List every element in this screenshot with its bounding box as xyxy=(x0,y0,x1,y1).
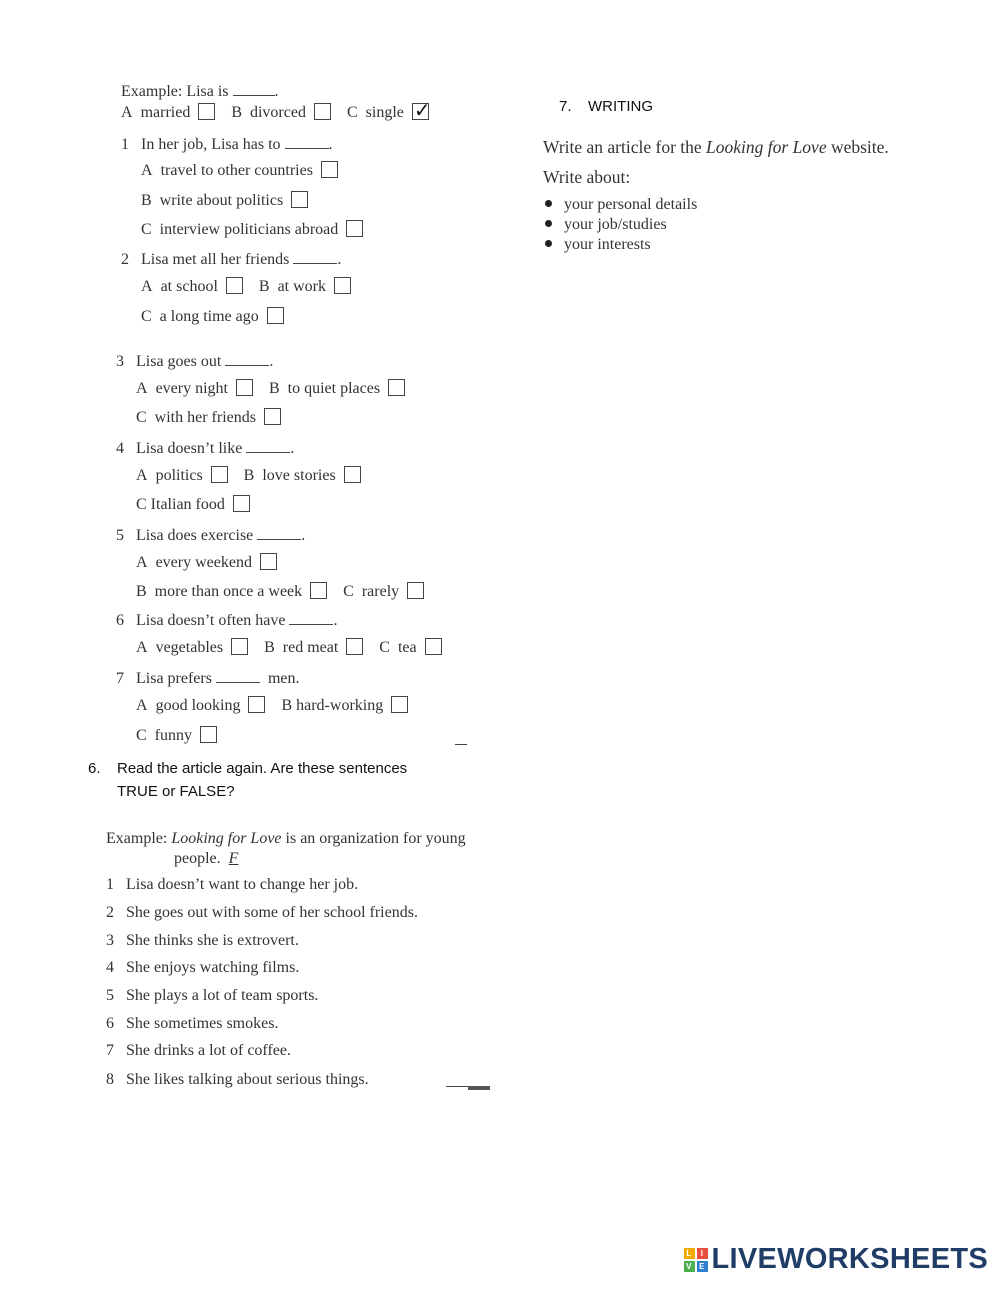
statement: 1 Lisa doesn’t want to change her job. xyxy=(106,876,359,893)
option-row: A every night B to quiet places xyxy=(136,380,421,398)
checkbox[interactable] xyxy=(334,277,351,294)
option-row: A every weekend xyxy=(136,554,293,572)
bullet-item: your interests xyxy=(545,236,651,254)
option-row: C interview politicians abroad xyxy=(141,221,379,239)
option-row: A at school B at work xyxy=(141,278,367,296)
checkbox-checked[interactable] xyxy=(412,103,429,120)
checkbox[interactable] xyxy=(314,103,331,120)
option-row: A travel to other countries xyxy=(141,162,354,180)
option-row: C with her friends xyxy=(136,409,297,427)
checkbox[interactable] xyxy=(200,726,217,743)
option-row: C a long time ago xyxy=(141,308,300,326)
option-row: C Italian food xyxy=(136,496,266,514)
section7-intro: Write an article for the Looking for Love website. xyxy=(543,137,889,157)
logo-grid-icon: L I V E xyxy=(684,1248,708,1272)
checkbox[interactable] xyxy=(231,638,248,655)
question-stem: 6 Lisa doesn’t often have . xyxy=(116,612,338,629)
bullet-icon xyxy=(545,200,552,207)
statement: 5 She plays a lot of team sports. xyxy=(106,987,319,1004)
example-options xyxy=(121,104,445,122)
corner-mark xyxy=(446,1086,490,1090)
checkbox[interactable] xyxy=(391,696,408,713)
option-row: A good looking B hard-working xyxy=(136,697,424,715)
statement: 3 She thinks she is extrovert. xyxy=(106,932,299,949)
section6-heading: 6. Read the article again. Are these sentences xyxy=(88,760,408,777)
section6-heading-line2: TRUE or FALSE? xyxy=(117,783,235,800)
checkbox[interactable] xyxy=(226,277,243,294)
question-stem: 1 In her job, Lisa has to . xyxy=(121,136,333,153)
checkbox[interactable] xyxy=(321,161,338,178)
checkbox[interactable] xyxy=(264,408,281,425)
checkbox[interactable] xyxy=(344,466,361,483)
question-stem: 4 Lisa doesn’t like . xyxy=(116,440,295,457)
option-row: B more than once a week C rarely xyxy=(136,583,440,601)
checkbox[interactable] xyxy=(291,191,308,208)
bullet-item: your personal details xyxy=(545,196,697,214)
checkbox[interactable] xyxy=(248,696,265,713)
checkbox[interactable] xyxy=(211,466,228,483)
checkbox[interactable] xyxy=(388,379,405,396)
question-stem: 2 Lisa met all her friends . xyxy=(121,251,342,268)
example-option-c: C single ✓ xyxy=(347,104,445,122)
corner-mark xyxy=(455,744,467,745)
checkbox[interactable] xyxy=(425,638,442,655)
statement: 6 She sometimes smokes. xyxy=(106,1015,279,1032)
checkbox[interactable] xyxy=(233,495,250,512)
checkbox[interactable] xyxy=(198,103,215,120)
question-stem: 3 Lisa goes out . xyxy=(116,353,274,370)
question-stem: 5 Lisa does exercise . xyxy=(116,527,306,544)
option-row: B write about politics xyxy=(141,192,324,210)
section6-example-line2: people. F xyxy=(174,850,239,867)
checkbox[interactable] xyxy=(260,553,277,570)
section7-heading: 7. WRITING xyxy=(559,98,653,115)
bullet-icon xyxy=(545,220,552,227)
checkbox[interactable] xyxy=(236,379,253,396)
checkbox[interactable] xyxy=(310,582,327,599)
example-line: Example: Lisa is . xyxy=(121,83,279,100)
checkbox[interactable] xyxy=(267,307,284,324)
statement: 4 She enjoys watching films. xyxy=(106,959,300,976)
bullet-icon xyxy=(545,240,552,247)
option-row: A vegetables B red meat C tea xyxy=(136,639,458,657)
section7-write-about: Write about: xyxy=(543,167,631,187)
example-option-a: A married xyxy=(121,104,231,122)
bullet-item: your job/studies xyxy=(545,216,667,234)
example-answer: F xyxy=(228,850,239,867)
checkbox[interactable] xyxy=(346,220,363,237)
option-row: A politics B love stories xyxy=(136,467,377,485)
question-stem: 7 Lisa prefers men. xyxy=(116,670,300,687)
checkbox[interactable] xyxy=(407,582,424,599)
liveworksheets-logo: L I V E LIVEWORKSHEETS xyxy=(684,1243,989,1276)
checkbox[interactable] xyxy=(346,638,363,655)
statement: 2 She goes out with some of her school friends. xyxy=(106,904,418,921)
statement: 7 She drinks a lot of coffee. xyxy=(106,1042,291,1059)
example-option-b: B divorced xyxy=(231,104,347,122)
option-row: C funny xyxy=(136,727,233,745)
statement: 8 She likes talking about serious things. xyxy=(106,1071,369,1088)
section6-example: Example: Looking for Love is an organization for young xyxy=(106,830,466,847)
